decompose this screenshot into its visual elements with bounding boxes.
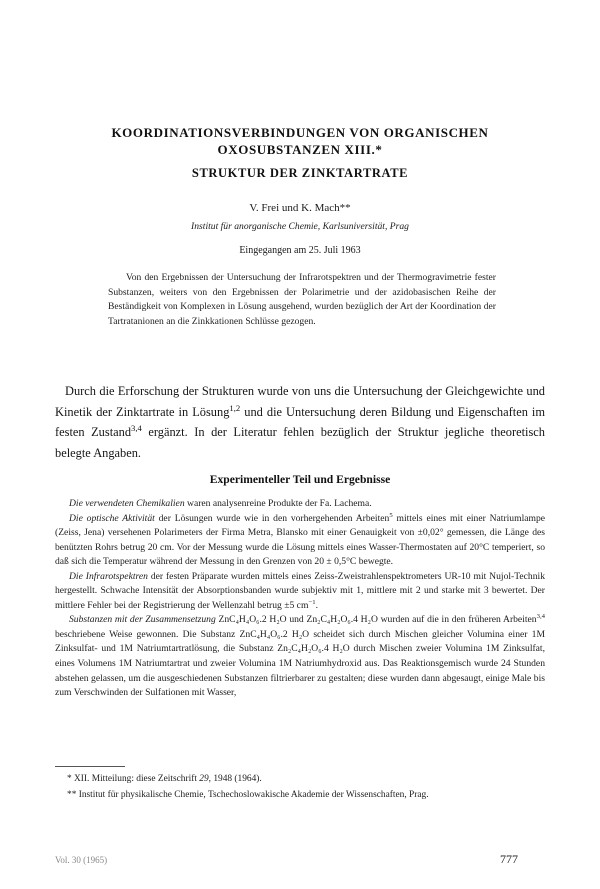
intro-part1: Durch die Erforschung der Strukturen wurde von uns die Untersuchung der Gleichgewichte und Kinetik der Zinktartrate in Lösung [55,384,545,419]
paragraph-optical-activity [55,512,545,570]
footnote-text: XII. Mitteilung: diese Zeitschrift [74,774,200,784]
paragraph-lead: Die optische Aktivität [69,512,155,524]
paragraph-lead: Die Infrarotspektren [69,570,148,582]
article-title-line2: OXOSUBSTANZEN XIII.* [217,142,383,157]
article-subtitle: STRUKTUR DER ZINKTARTRATE [191,166,409,180]
authors: V. Frei und K. Mach** [249,202,351,214]
paragraph-text: beschriebene Weise gewonnen. Die Substanz ZnC₄H₄O₆.2 H₂O scheidet sich durch Mischen gleicher Volumina einer 1M Zinksulfat- und 1M Natriumtartratlösung, die Substanz Zn₂C₄H₂O₆.4 H₂O durch Mischen zweier Volumina 1M Zinksulfat, eines Volumens 1M Natriumtartrat und zweier Volumina 1M Natriumhydroxid aus. Das Reaktionsgemisch wurde 24 Stunden abstehen gelassen, um die ausgeschiedenen Substanzen filtrierbarer zu gestalten; diese wurden dann abgesaugt, einige Male bis zum Verschwinden der Sulfationen mit Wasser, [55,628,545,699]
footnote-2 [55,788,545,802]
article-title-line1: KOORDINATIONSVERBINDUNGEN VON ORGANISCHEN [111,125,489,140]
footnote-text: , 1948 (1964). [208,774,262,784]
paragraph-text: waren analysenreine Produkte der Fa. Lachema. [184,498,372,509]
footnote-text: Institut für physikalische Chemie, Tschechoslowakische Akademie der Wissenschaften, Prag. [78,790,429,800]
paragraph-text: mittels eines mit einer Natriumlampe (Zeiss, Jena) versehenen Polarimeters der Firma Metra, Blansko mit einer Genauigkeit von ±0,02° gemessen, die Länge des benützten Rohrs betrug 20 cm. Vor der Messung wurde die Lösung mittels eines Wasser-Thermostaten auf 20°C temperiert, so daß sich die Temperatur während der Messung in den Grenzen von 20 ± 0,5°C bewegte. [55,512,546,568]
ref-sup: 3,4 [536,613,545,621]
footnote-mark: ** [67,790,77,800]
paragraph-text: der festen Präparate wurden mittels eines Zeiss-Zweistrahlenspektrometers UR-10 mit Nujol-Technik hergestellt. Schwache Intensität der Absorptionsbanden wurde subjektiv mit 1, mittlere mit 2 und starke mit 3 bewertet. Der mittlere Fehler bei der Registrierung der Wellenzahl betrug ±5 cm [55,570,545,611]
volume-info: Vol. 30 (1965) [55,855,108,865]
abstract [108,271,496,329]
paragraph-infrared [55,570,545,614]
paragraph-lead: Substanzen mit der Zusammensetzung [69,614,216,626]
footnote-divider [55,766,125,767]
page-number: 777 [500,852,518,866]
paragraph-substances [55,613,545,700]
paragraph-text: . [315,599,318,611]
section-heading: Experimenteller Teil und Ergebnisse [209,473,391,486]
ref-sup: 5 [389,511,393,519]
ref-sup-2: 3,4 [131,422,142,433]
footnote-1 [55,772,545,786]
introduction-paragraph [55,381,545,463]
abstract-text: Von den Ergebnissen der Untersuchung der Infrarotspektren und der Thermogravimetrie fester Substanzen, weiters von den Ergebnissen der Polarimetrie und der azidobasischen Reihe der Beständigkeit von Komplexen in Lösung ausgehend, wurden bezüglich der Art der Koordination der Tartratanionen an die Zinkkationen Schlüsse gezogen. [108,272,496,327]
unit-sup: −1 [308,598,316,606]
intro-part3: ergänzt. In der Literatur fehlen bezüglich der Struktur jegliche theoretisch belegte Angaben. [55,425,545,460]
intro-part2: und die Untersuchung deren Bildung und Eigenschaften im festen Zustand [55,404,546,439]
paragraph-text: und [286,614,307,626]
institute: Institut für anorganische Chemie, Karlsuniversität, Prag [191,221,409,232]
paragraph-lead: Die verwendeten Chemikalien [69,498,185,509]
formula-1: ZnC₄H₄O₆.2 H₂O [218,614,287,626]
experimental-body [55,497,545,701]
paragraph-text: der Lösungen wurde wie in den vorhergehenden Arbeiten [154,512,390,524]
paragraph-chemicals [55,497,545,512]
ref-sup-1: 1,2 [229,402,241,413]
footnote-volume: 29 [199,774,209,784]
formula-2: Zn₂C₄H₂O₆.4 H₂O [306,614,378,626]
received-date: Eingegangen am 25. Juli 1963 [239,245,361,256]
paragraph-text: wurden auf die in den früheren Arbeiten [377,614,537,626]
footnote-mark: * [67,774,72,784]
